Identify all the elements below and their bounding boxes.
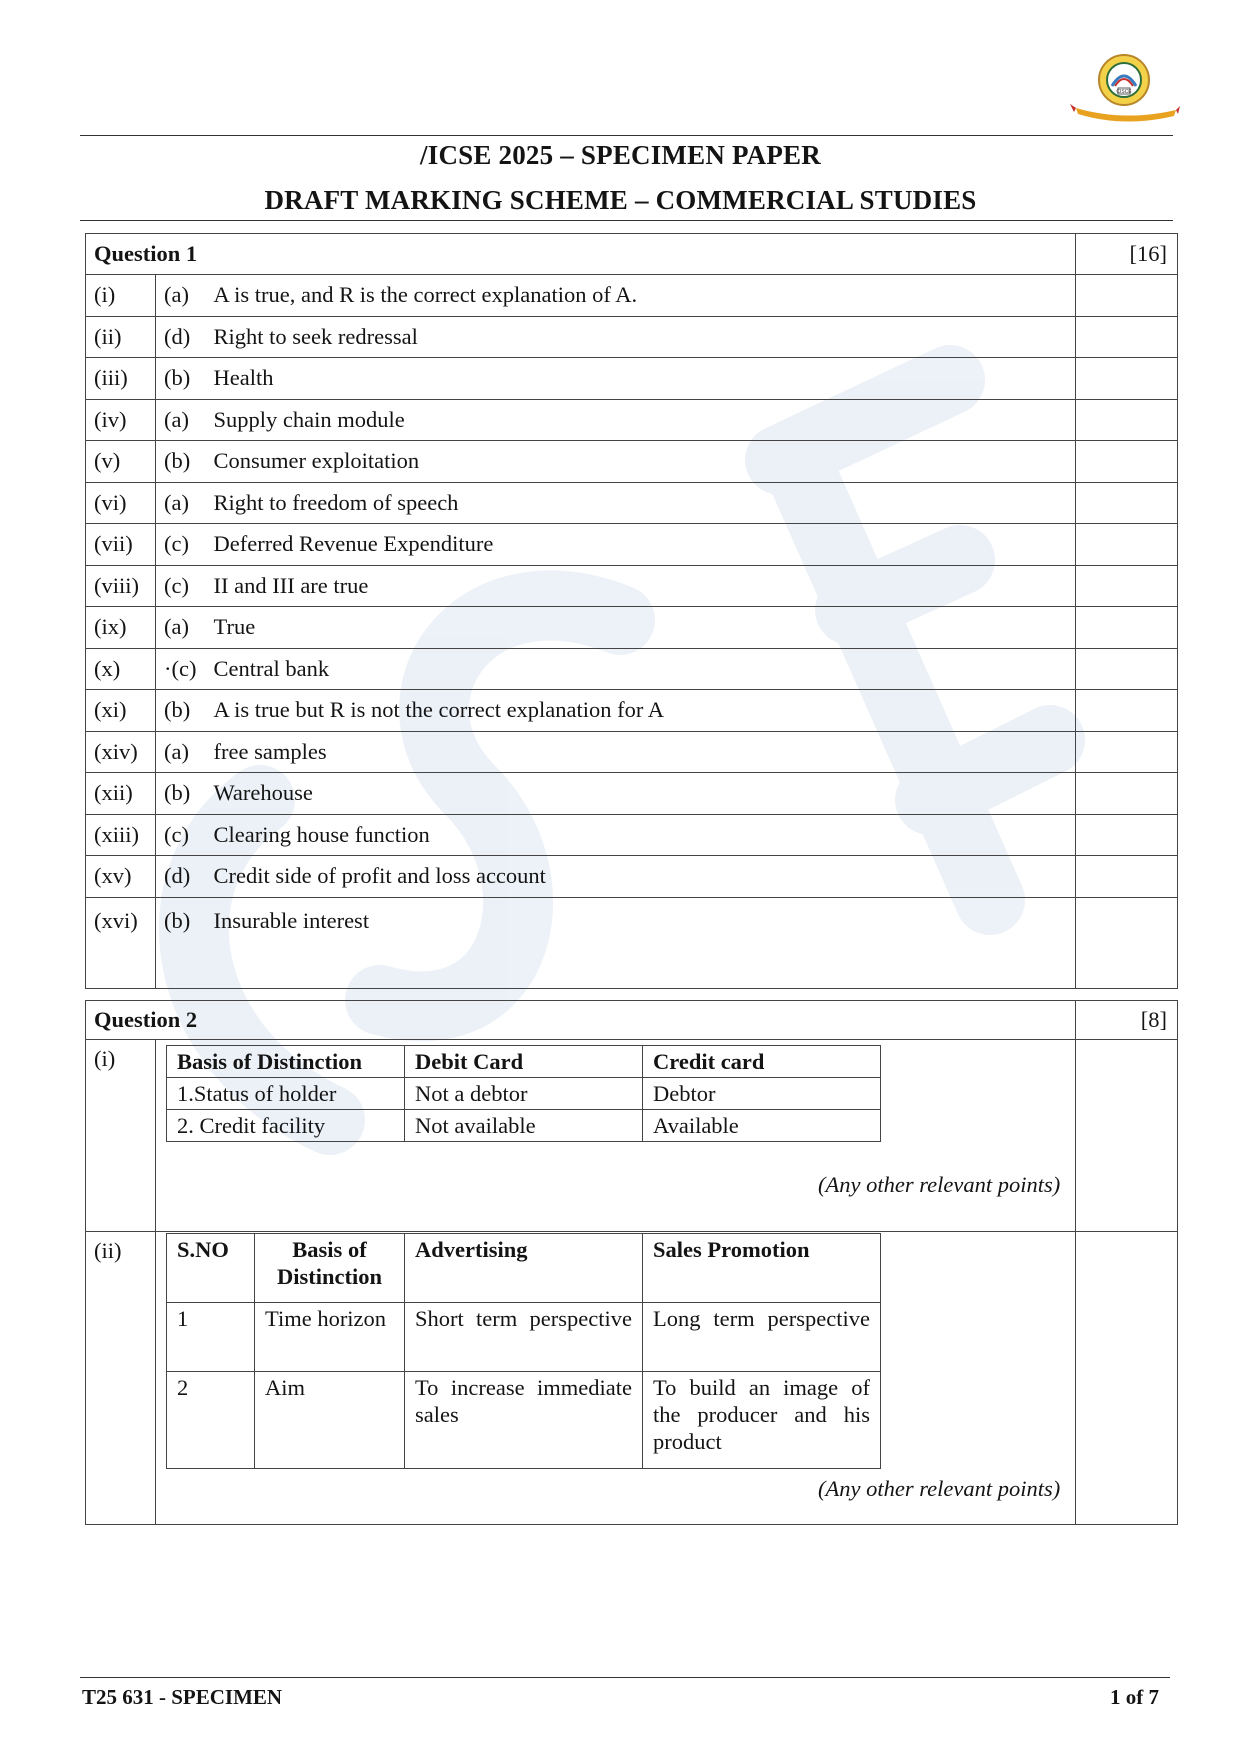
answer-text: True [206,607,1076,649]
paper-code: T25 631 - SPECIMEN [82,1685,283,1709]
table-cell: Not a debtor [405,1078,643,1110]
table-cell: Not available [405,1110,643,1142]
answer-number: (iii) [86,358,156,400]
answer-option: (a) [156,731,206,773]
answer-marks-cell [1076,731,1178,773]
answer-text: A is true, and R is the correct explanation of A. [206,275,1076,317]
answer-row [86,690,1178,732]
page-title: /ICSE 2025 – SPECIMEN PAPER [420,140,821,170]
answer-marks-cell [1076,482,1178,524]
answer-option: (c) [156,565,206,607]
answer-row [86,856,1178,898]
answer-text: Credit side of profit and loss account [206,856,1076,898]
answer-option: (b) [156,358,206,400]
answer-number: (vii) [86,524,156,566]
answer-text: Right to seek redressal [206,316,1076,358]
answer-number: (xi) [86,690,156,732]
answer-marks-cell [1076,607,1178,649]
answer-option: (a) [156,607,206,649]
answer-text: Right to freedom of speech [206,482,1076,524]
answer-marks-cell [1076,690,1178,732]
svg-text:CISCE: CISCE [1116,89,1132,95]
answer-text: Supply chain module [206,399,1076,441]
footer-rule [80,1677,1170,1678]
answer-number: (viii) [86,565,156,607]
table-cell: 1 [167,1303,255,1372]
answer-number: (i) [86,275,156,317]
answer-row [86,897,1178,988]
answer-text: Warehouse [206,773,1076,815]
page-subtitle: DRAFT MARKING SCHEME – COMMERCIAL STUDIES [264,185,977,215]
table-cell: 2 [167,1372,255,1469]
answer-option: (d) [156,316,206,358]
answer-row [86,731,1178,773]
answer-text: Consumer exploitation [206,441,1076,483]
answer-row [86,482,1178,524]
q2-part-i-marks-cell [1076,1040,1178,1232]
answer-number: (ii) [86,316,156,358]
answer-number: (xii) [86,773,156,815]
answer-marks-cell [1076,897,1178,988]
answer-option: (c) [156,814,206,856]
header-sno: S.NO [167,1234,255,1303]
answer-row [86,565,1178,607]
question-2-marks: [8] [1076,1001,1178,1040]
answer-row [86,648,1178,690]
answer-number: (x) [86,648,156,690]
answer-option: (b) [156,773,206,815]
answer-number: (ix) [86,607,156,649]
q2-part-ii-number: (ii) [86,1232,156,1525]
table-cell: To build an image of the producer and his product [643,1372,881,1469]
cisce-logo-icon [1068,50,1180,130]
answer-text: Insurable interest [206,897,1076,988]
q2-part-i-number: (i) [86,1040,156,1232]
answer-option: (d) [156,856,206,898]
answer-number: (xiv) [86,731,156,773]
answer-marks-cell [1076,441,1178,483]
answer-number: (xiii) [86,814,156,856]
answer-option: ·(c) [156,648,206,690]
question-1-table [85,233,1178,989]
question-1-marks: [16] [1076,234,1178,275]
answer-marks-cell [1076,814,1178,856]
header-basis-of-distinction: Basis of Distinction [167,1046,405,1078]
table-cell: Long term perspective [643,1303,881,1372]
answer-text: II and III are true [206,565,1076,607]
answer-row [86,524,1178,566]
question-2-label: Question 2 [86,1001,1076,1040]
answer-option: (a) [156,482,206,524]
table-cell: 2. Credit facility [167,1110,405,1142]
header-credit-card: Credit card [643,1046,881,1078]
answer-text: free samples [206,731,1076,773]
q2-part-ii-note: (Any other relevant points) [818,1476,1061,1501]
answer-text: Health [206,358,1076,400]
table-cell: Time horizon [255,1303,405,1372]
answer-row [86,316,1178,358]
answer-row [86,358,1178,400]
answer-marks-cell [1076,524,1178,566]
subtitle-rule [80,220,1173,221]
answer-row [86,773,1178,815]
answer-row [86,441,1178,483]
table-cell: Debtor [643,1078,881,1110]
answer-marks-cell [1076,565,1178,607]
q2-part-i-note: (Any other relevant points) [818,1172,1061,1197]
answer-row [86,399,1178,441]
header-sales-promotion: Sales Promotion [643,1234,881,1303]
answer-text: Clearing house function [206,814,1076,856]
answer-option: (c) [156,524,206,566]
answer-number: (vi) [86,482,156,524]
answer-marks-cell [1076,399,1178,441]
answer-row [86,814,1178,856]
answer-number: (iv) [86,399,156,441]
answer-option: (b) [156,441,206,483]
answer-option: (b) [156,897,206,988]
answer-marks-cell [1076,275,1178,317]
answer-number: (v) [86,441,156,483]
answer-text: Deferred Revenue Expenditure [206,524,1076,566]
header-rule [80,135,1173,136]
answer-number: (xv) [86,856,156,898]
answer-option: (a) [156,275,206,317]
answer-marks-cell [1076,358,1178,400]
q2-part-ii-marks-cell [1076,1232,1178,1525]
header-advertising: Advertising [405,1234,643,1303]
table-cell: Available [643,1110,881,1142]
debit-credit-card-table [166,1045,881,1142]
answer-text: Central bank [206,648,1076,690]
answer-marks-cell [1076,648,1178,690]
answer-row [86,607,1178,649]
table-cell: Aim [255,1372,405,1469]
answer-marks-cell [1076,316,1178,358]
answer-marks-cell [1076,856,1178,898]
question-1-label: Question 1 [86,234,1076,275]
answer-text: A is true but R is not the correct explanation for A [206,690,1076,732]
table-cell: Short term perspective [405,1303,643,1372]
answer-option: (a) [156,399,206,441]
answer-option: (b) [156,690,206,732]
table-cell: To increase immediate sales [405,1372,643,1469]
answer-number: (xvi) [86,897,156,988]
answer-marks-cell [1076,773,1178,815]
header-debit-card: Debit Card [405,1046,643,1078]
advertising-sales-promotion-table [166,1233,881,1469]
header-basis-of-distinction: Basis of Distinction [255,1234,405,1303]
table-cell: 1.Status of holder [167,1078,405,1110]
page-number: 1 of 7 [1110,1685,1159,1709]
answer-row [86,275,1178,317]
